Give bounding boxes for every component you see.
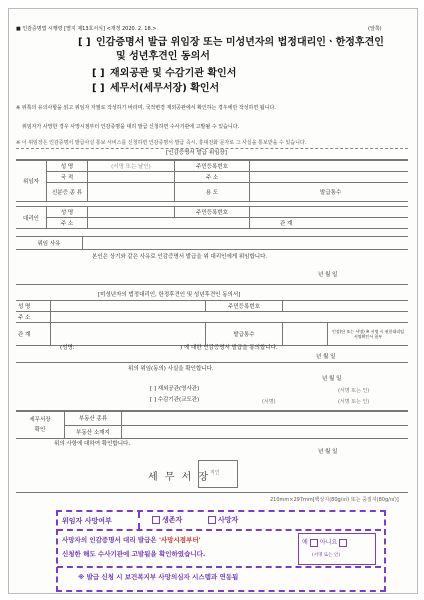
guardian-id-field[interactable] <box>283 301 409 312</box>
prison-sign-hint-1: (서명) <box>262 399 276 405</box>
agent-name-label: 성 명 <box>47 207 88 218</box>
section3-date[interactable]: 년 월 일 <box>322 376 342 382</box>
delegator-id-field[interactable] <box>250 161 409 172</box>
agent-table <box>16 206 408 229</box>
stamp-sign-hint: (서명 또는 인) <box>312 553 341 558</box>
stamp-alive-option[interactable] <box>152 515 182 525</box>
property-type-field[interactable] <box>122 412 409 426</box>
section4-date[interactable]: 년 월 일 <box>318 449 338 455</box>
dead-checkbox[interactable] <box>208 516 216 524</box>
agent-id-label: 주민등록번호 <box>175 207 250 218</box>
guardian-name-label: 성 명 <box>16 301 51 312</box>
title-checkbox-4[interactable]: [ ] <box>92 83 105 94</box>
no-label: 아니요 <box>319 539 338 546</box>
tax-office-table <box>16 411 408 439</box>
copies-label: 발급통수 <box>320 190 342 196</box>
official-seal-label: 직인 <box>210 470 220 476</box>
title-line-4 <box>92 82 219 95</box>
reason-label: 위임 사유 <box>16 237 83 250</box>
title-checkbox-3[interactable]: [ ] <box>92 68 105 79</box>
stamp-line-2: 신청한 해도 수사기관에 고발됨을 확인하였습니다. <box>62 550 206 558</box>
alive-label: 생존자 <box>162 516 183 524</box>
guardian-address-field[interactable] <box>51 312 409 323</box>
delegator-nationality-label: 국 적 <box>47 172 88 183</box>
consulate-option[interactable]: [ ] 재외공관(영사관) <box>150 386 200 392</box>
delegator-table <box>16 160 408 202</box>
alive-checkbox[interactable] <box>152 516 160 524</box>
tax-office-label-cell <box>16 412 65 439</box>
stamp-line-1a: 사망자의 인감증명서 대리 발급은 <box>62 536 157 544</box>
relation-cell <box>250 218 409 229</box>
guardian-name-field[interactable] <box>51 301 206 312</box>
section1-title: [인감증명서 발급 위임장] <box>166 150 227 156</box>
delegator-name-field[interactable]: (서명 또는 날인) <box>88 161 175 172</box>
tax-office-label: 세무서장 <box>29 417 51 423</box>
stamp-line-1 <box>62 535 201 544</box>
stamp-divider-1 <box>57 529 381 531</box>
section2-top-rule <box>16 284 408 285</box>
delegator-idtype-field[interactable] <box>88 183 175 202</box>
copies-cell <box>250 183 409 202</box>
delegator-idtype-label: 신분증 종 류 <box>47 183 88 202</box>
title-text-1: 인감증명서 발급 위임장 또는 미성년자의 법정대리인ㆍ한정후견인 <box>96 37 384 48</box>
guardian-sign-prefix[interactable]: (성명: <box>60 345 75 351</box>
guardian-relation-label: 관 계 <box>16 323 51 346</box>
stamp-vdivider <box>138 512 140 529</box>
agent-label: 대리인 <box>16 207 47 229</box>
reason-field[interactable] <box>83 237 409 250</box>
paper-spec: 210mm×297mm[백상지(80g/㎡) 또는 중질지(80g/㎡)] <box>270 497 399 503</box>
section4-statement: 위의 사항에 대하여 확인합니다. <box>54 441 131 447</box>
delegator-id-label: 주민등록번호 <box>175 161 250 172</box>
stamp-yes-no[interactable] <box>302 537 349 547</box>
title-line-2: 및 성년후견인 동의서 <box>116 51 210 62</box>
yes-checkbox[interactable] <box>310 539 318 547</box>
guardian-relation-field[interactable] <box>51 323 206 346</box>
prison-sign-hint-2: (서명 또는 인) <box>338 399 370 405</box>
form-bottom-rule <box>16 492 408 493</box>
title-text-3: 재외공관 및 수감기관 확인서 <box>110 68 237 79</box>
tax-confirm-label: 확인 <box>34 427 46 433</box>
stamp-line-3: ※ 발급 신청 시 보건복지부 사망의심자 시스템과 연동됨 <box>78 573 239 581</box>
delegator-name-label: 성 명 <box>47 161 88 172</box>
form-header-right: (앞쪽) <box>368 26 382 32</box>
title-text-4: 세무서(세무서장) 확인서 <box>110 83 220 94</box>
guardian-id-label: 주민등록번호 <box>206 301 283 312</box>
section3-statement: 위의 위임(동의) 사실을 확인합니다. <box>128 366 214 372</box>
guardian-address-label: 주 소 <box>16 312 51 323</box>
title-line-1 <box>78 36 384 49</box>
agent-id-field[interactable] <box>250 207 409 218</box>
consulate-sign-hint: (서명 또는 인) <box>338 388 370 394</box>
property-address-field[interactable] <box>122 425 409 439</box>
guardian-seal-note: 인장(단 또는 서명) ※ 서명 시 권한대리임 서명확인서 첨부 <box>328 323 409 346</box>
no-checkbox[interactable] <box>339 539 347 547</box>
title-checkbox-1[interactable]: [ ] <box>78 37 91 48</box>
guardian-table <box>16 300 408 346</box>
notice-1: ※ 위쪽의 유의사항을 읽고 위임자 자필로 작성하기 바라며, 국적변경 재외공관에서 확인하는 경우에만 작성하면 됩니다. <box>16 105 276 111</box>
agent-address-field[interactable] <box>88 218 250 229</box>
delegator-nationality-field[interactable] <box>88 172 175 183</box>
delegator-address-label: 주 소 <box>175 172 250 183</box>
guardian-statement: ) 에 대한 인감증명서 발급을 동의합니다. <box>180 345 278 351</box>
section3-top-rule <box>16 362 408 363</box>
delegator-address-field[interactable] <box>250 172 409 183</box>
guardian-copies-field[interactable] <box>283 323 328 346</box>
yes-label: 예 <box>302 539 308 546</box>
stamp-divider-2 <box>57 566 381 568</box>
stamp-death-label: 위임자 사망여부 <box>62 517 112 525</box>
dead-label: 사망자 <box>218 516 239 524</box>
section2-date[interactable]: 년 월 일 <box>316 354 336 360</box>
relation-label: 관 계 <box>280 221 293 227</box>
tax-office-head: 세 무 서 장 <box>148 472 211 483</box>
prison-option[interactable]: [ ] 수감기관(교도관) <box>150 397 200 403</box>
form-header-left: ■ 인감증명법 시행령 [별지 제13호서식] <개정 2020. 2. 18.> <box>16 26 157 32</box>
stamp-line-1b: '사망시점부터' <box>158 536 201 544</box>
agent-address-label: 주 소 <box>47 218 88 229</box>
title-line-3 <box>92 67 236 80</box>
section2-title: [미성년자의 법정대리인, 한정후견인 및 성년후견인 동의서] <box>98 292 241 298</box>
notice-divider <box>16 148 408 149</box>
reason-table <box>16 236 408 250</box>
usage-label: 용 도 <box>175 183 250 202</box>
notice-2: 위임자가 사망한 경우 사망시점부터 인감증명을 대리 발급 신청하면 수사기관에 고발될 수 있습니다. <box>22 124 240 130</box>
section1-date[interactable]: 년 월 일 <box>318 272 338 278</box>
section1-statement: 본인은 상기와 같은 사유로 인감증명서 발급을 위 대리인에게 위임합니다. <box>92 254 268 260</box>
guardian-copies-label: 발급통수 <box>206 323 283 346</box>
notice-3: ※ 이 위임장은 인감증명서 발급사실 통보 서비스를 신청하면 인감증명서 발급 즉시, 휴대전화 문자로 그 사실을 통보받을 수 있습니다. <box>16 140 307 146</box>
property-type-label: 부동산 종류 <box>65 412 122 426</box>
property-address-label: 부동산 소재지 <box>65 425 122 439</box>
agent-name-field[interactable] <box>88 207 175 218</box>
stamp-dead-option[interactable] <box>208 515 238 525</box>
delegator-label: 위임자 <box>16 161 47 202</box>
